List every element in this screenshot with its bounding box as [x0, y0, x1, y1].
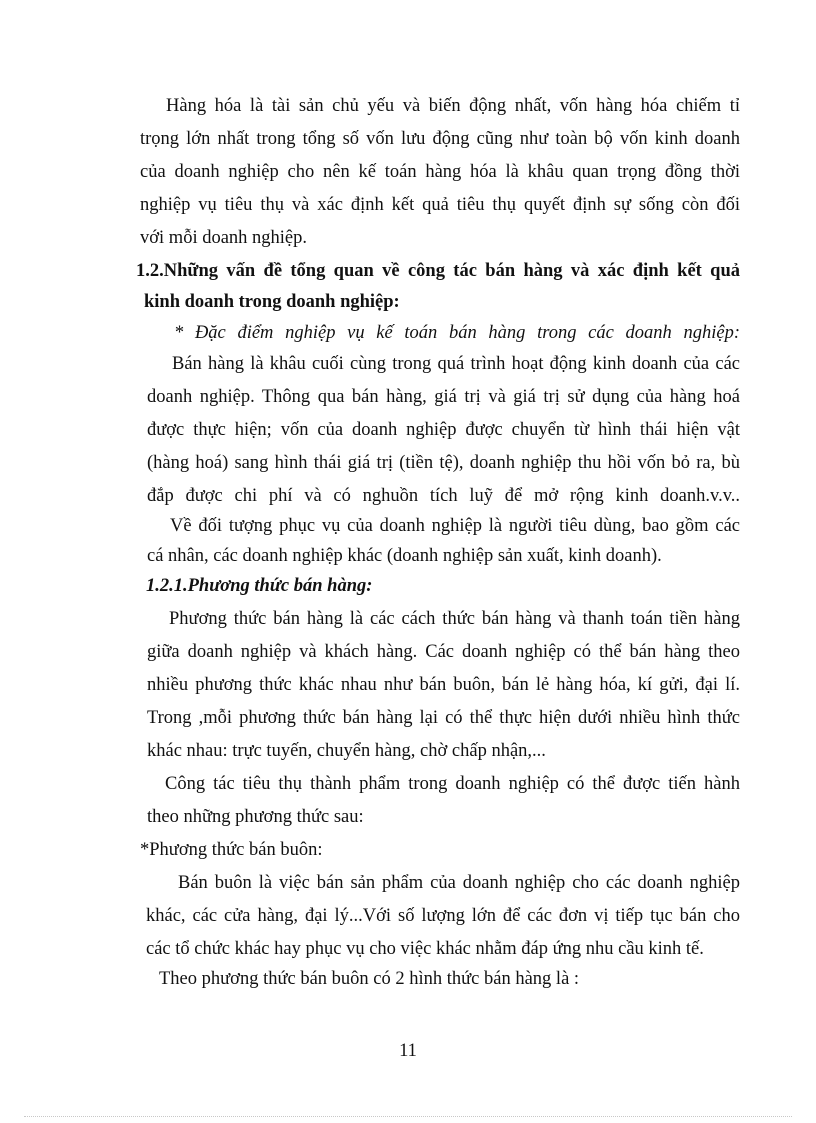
section-heading-line: 1.2.1.Phương thức bán hàng: [146, 576, 373, 596]
text-line: Theo phương thức bán buôn có 2 hình thức bán hàng là : [159, 969, 580, 989]
text-line: với mỗi doanh nghiệp. [140, 228, 308, 248]
text-line: * Đặc điểm nghiệp vụ kế toán bán hàng trong các doanh nghiệp: [174, 323, 740, 343]
text-line: giữa doanh nghiệp và khách hàng. Các doanh nghiệp có thể bán hàng theo [147, 642, 740, 662]
text-line: theo những phương thức sau: [147, 807, 364, 827]
text-line: Công tác tiêu thụ thành phẩm trong doanh nghiệp có thể được tiến hành [165, 774, 740, 794]
text-line: của doanh nghiệp cho nên kế toán hàng hóa là khâu quan trọng đồng thời [140, 162, 740, 182]
text-line: nhiều phương thức khác nhau như bán buôn, bán lẻ hàng hóa, kí gửi, đại lí. [147, 675, 740, 695]
page-number: 11 [399, 1041, 417, 1061]
text-line: Hàng hóa là tài sản chủ yếu và biến động nhất, vốn hàng hóa chiếm tỉ [166, 96, 740, 116]
text-line: *Phương thức bán buôn: [140, 840, 323, 860]
text-line: các tổ chức khác hay phục vụ cho việc khác nhằm đáp ứng nhu cầu kinh tế. [146, 939, 704, 959]
text-line: cá nhân, các doanh nghiệp khác (doanh nghiệp sản xuất, kinh doanh). [147, 546, 662, 566]
section-heading-line: 1.2.Những vấn đề tổng quan về công tác bán hàng và xác định kết quả [136, 261, 740, 281]
page-bottom-divider [24, 1116, 792, 1117]
text-line: nghiệp vụ tiêu thụ và xác định kết quả tiêu thụ quyết định sự sống còn đối [140, 195, 740, 215]
text-line: Trong ,mỗi phương thức bán hàng lại có thể thực hiện dưới nhiều hình thức [147, 708, 740, 728]
text-line: (hàng hoá) sang hình thái giá trị (tiền tệ), doanh nghiệp thu hồi vốn bỏ ra, bù [147, 453, 740, 473]
text-line: đắp được chi phí và có nghuồn tích luỹ để mở rộng kinh doanh.v.v.. [147, 486, 740, 506]
text-line: khác nhau: trực tuyến, chuyển hàng, chờ chấp nhận,... [147, 741, 546, 761]
text-line: Phương thức bán hàng là các cách thức bán hàng và thanh toán tiền hàng [169, 609, 740, 629]
text-line: Bán buôn là việc bán sản phẩm của doanh nghiệp cho các doanh nghiệp [178, 873, 740, 893]
section-heading-line: kinh doanh trong doanh nghiệp: [144, 292, 400, 312]
text-line: được thực hiện; vốn của doanh nghiệp được chuyển từ hình thái hiện vật [147, 420, 740, 440]
text-line: trọng lớn nhất trong tổng số vốn lưu động cũng như toàn bộ vốn kinh doanh [140, 129, 740, 149]
text-line: Về đối tượng phục vụ của doanh nghiệp là người tiêu dùng, bao gồm các [170, 516, 740, 536]
text-line: doanh nghiệp. Thông qua bán hàng, giá trị và giá trị sử dụng của hàng hoá [147, 387, 740, 407]
text-line: Bán hàng là khâu cuối cùng trong quá trình hoạt động kinh doanh của các [172, 354, 740, 374]
text-line: khác, các cửa hàng, đại lý...Với số lượng lớn để các đơn vị tiếp tục bán cho [146, 906, 740, 926]
